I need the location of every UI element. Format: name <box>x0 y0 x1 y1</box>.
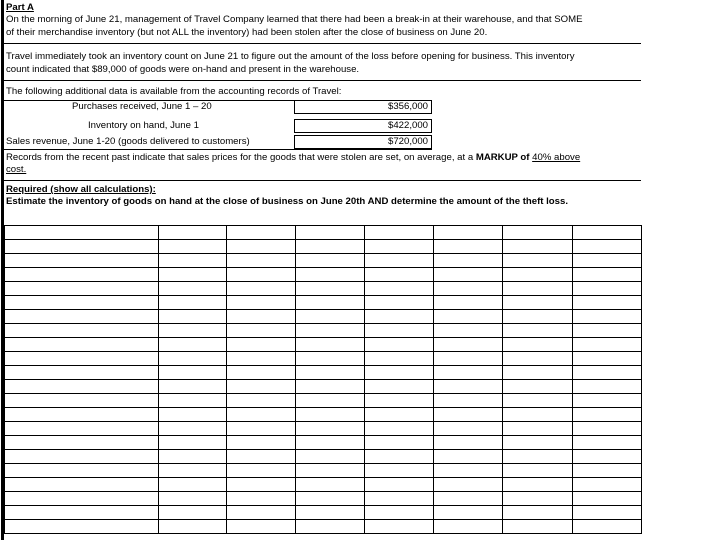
answer-cell[interactable] <box>5 506 159 520</box>
answer-cell[interactable] <box>5 268 159 282</box>
answer-cell[interactable] <box>503 422 573 436</box>
answer-cell[interactable] <box>365 338 434 352</box>
answer-cell[interactable] <box>5 408 159 422</box>
answer-cell[interactable] <box>227 380 296 394</box>
answer-cell[interactable] <box>365 296 434 310</box>
answer-cell[interactable] <box>434 450 503 464</box>
inventory-value-cell <box>294 119 432 133</box>
answer-cell[interactable] <box>159 268 227 282</box>
sales-label: Sales revenue, June 1-20 (goods delivered to customers) <box>6 136 250 147</box>
answer-cell[interactable] <box>503 464 573 478</box>
answer-cell[interactable] <box>159 352 227 366</box>
required-heading: Required (show all calculations): <box>6 184 156 195</box>
markup-text-line-2: cost. <box>6 164 27 175</box>
intro-text-line-1: On the morning of June 21, management of Travel Company learned that there had been a break-in at their warehouse, and that SOME <box>6 14 583 25</box>
answer-grid-row <box>5 240 642 254</box>
answer-cell[interactable] <box>296 436 365 450</box>
answer-cell[interactable] <box>434 478 503 492</box>
answer-cell[interactable] <box>227 296 296 310</box>
answer-cell[interactable] <box>296 422 365 436</box>
answer-cell[interactable] <box>503 450 573 464</box>
answer-cell[interactable] <box>365 240 434 254</box>
answer-cell[interactable] <box>503 492 573 506</box>
answer-cell[interactable] <box>227 268 296 282</box>
answer-cell[interactable] <box>365 324 434 338</box>
answer-cell[interactable] <box>296 380 365 394</box>
answer-cell[interactable] <box>573 366 642 380</box>
answer-cell[interactable] <box>296 226 365 240</box>
answer-cell[interactable] <box>503 338 573 352</box>
answer-cell[interactable] <box>5 352 159 366</box>
required-task: Estimate the inventory of goods on hand at the close of business on June 20th AND determine the amount of the theft loss. <box>6 196 569 207</box>
answer-cell[interactable] <box>5 296 159 310</box>
answer-cell[interactable] <box>365 226 434 240</box>
answer-cell[interactable] <box>227 520 296 534</box>
answer-cell[interactable] <box>503 254 573 268</box>
answer-cell[interactable] <box>227 324 296 338</box>
answer-cell[interactable] <box>365 492 434 506</box>
count-text-line-1: Travel immediately took an inventory count on June 21 to figure out the amount of the loss before opening for business. This inventory <box>6 51 575 62</box>
answer-cell[interactable] <box>365 366 434 380</box>
answer-cell[interactable] <box>296 464 365 478</box>
answer-cell[interactable] <box>365 254 434 268</box>
answer-cell[interactable] <box>434 324 503 338</box>
purchases-label: Purchases received, June 1 – 20 <box>72 101 212 112</box>
answer-cell[interactable] <box>296 394 365 408</box>
answer-cell[interactable] <box>227 240 296 254</box>
sales-value-cell <box>294 135 432 149</box>
answer-grid-row <box>5 492 642 506</box>
answer-cell[interactable] <box>573 464 642 478</box>
answer-cell[interactable] <box>365 268 434 282</box>
answer-cell[interactable] <box>365 422 434 436</box>
purchases-value: $356,000 <box>387 101 428 112</box>
answer-cell[interactable] <box>159 282 227 296</box>
answer-cell[interactable] <box>573 338 642 352</box>
answer-cell[interactable] <box>503 324 573 338</box>
answer-cell[interactable] <box>573 324 642 338</box>
answer-cell[interactable] <box>573 394 642 408</box>
answer-cell[interactable] <box>227 282 296 296</box>
answer-cell[interactable] <box>159 492 227 506</box>
answer-cell[interactable] <box>296 506 365 520</box>
answer-cell[interactable] <box>159 296 227 310</box>
answer-grid-row <box>5 436 642 450</box>
answer-cell[interactable] <box>573 268 642 282</box>
answer-cell[interactable] <box>296 450 365 464</box>
answer-grid-row <box>5 226 642 240</box>
answer-cell[interactable] <box>227 408 296 422</box>
answer-cell[interactable] <box>296 366 365 380</box>
answer-cell[interactable] <box>573 408 642 422</box>
answer-cell[interactable] <box>365 394 434 408</box>
answer-cell[interactable] <box>296 254 365 268</box>
divider <box>4 180 641 181</box>
answer-cell[interactable] <box>227 394 296 408</box>
answer-cell[interactable] <box>227 450 296 464</box>
answer-grid-row <box>5 450 642 464</box>
answer-cell[interactable] <box>159 506 227 520</box>
answer-cell[interactable] <box>227 226 296 240</box>
answer-cell[interactable] <box>503 380 573 394</box>
answer-cell[interactable] <box>365 352 434 366</box>
answer-cell[interactable] <box>573 226 642 240</box>
answer-cell[interactable] <box>227 254 296 268</box>
answer-cell[interactable] <box>227 492 296 506</box>
answer-cell[interactable] <box>503 366 573 380</box>
answer-grid-row <box>5 282 642 296</box>
answer-cell[interactable] <box>227 464 296 478</box>
answer-cell[interactable] <box>296 324 365 338</box>
answer-grid-row <box>5 422 642 436</box>
answer-cell[interactable] <box>296 296 365 310</box>
answer-grid-row <box>5 408 642 422</box>
answer-cell[interactable] <box>365 408 434 422</box>
answer-cell[interactable] <box>5 366 159 380</box>
answer-cell[interactable] <box>159 478 227 492</box>
answer-cell[interactable] <box>296 310 365 324</box>
answer-grid-row <box>5 352 642 366</box>
answer-cell[interactable] <box>573 436 642 450</box>
answer-cell[interactable] <box>434 240 503 254</box>
answer-cell[interactable] <box>434 436 503 450</box>
answer-cell[interactable] <box>365 478 434 492</box>
answer-cell[interactable] <box>434 422 503 436</box>
answer-cell[interactable] <box>573 450 642 464</box>
answer-cell[interactable] <box>434 352 503 366</box>
answer-grid-row <box>5 394 642 408</box>
answer-cell[interactable] <box>573 296 642 310</box>
answer-cell[interactable] <box>434 226 503 240</box>
answer-cell[interactable] <box>296 492 365 506</box>
answer-cell[interactable] <box>503 282 573 296</box>
answer-cell[interactable] <box>365 520 434 534</box>
answer-cell[interactable] <box>365 464 434 478</box>
answer-cell[interactable] <box>5 492 159 506</box>
answer-cell[interactable] <box>5 394 159 408</box>
intro-text-line-2: of their merchandise inventory (but not ALL the inventory) had been stolen after the close of business on June 20. <box>6 27 488 38</box>
answer-cell[interactable] <box>434 492 503 506</box>
answer-cell[interactable] <box>503 520 573 534</box>
answer-cell[interactable] <box>296 520 365 534</box>
answer-cell[interactable] <box>5 422 159 436</box>
answer-cell[interactable] <box>5 520 159 534</box>
inventory-label: Inventory on hand, June 1 <box>88 120 199 131</box>
answer-cell[interactable] <box>573 422 642 436</box>
answer-cell[interactable] <box>159 338 227 352</box>
answer-cell[interactable] <box>5 450 159 464</box>
answer-grid <box>4 225 642 534</box>
answer-cell[interactable] <box>5 380 159 394</box>
answer-cell[interactable] <box>296 282 365 296</box>
answer-cell[interactable] <box>159 324 227 338</box>
markup-keyword: MARKUP <box>475 152 518 163</box>
answer-cell[interactable] <box>159 520 227 534</box>
answer-cell[interactable] <box>5 324 159 338</box>
answer-cell[interactable] <box>5 240 159 254</box>
answer-grid-row <box>5 310 642 324</box>
answer-cell[interactable] <box>159 422 227 436</box>
answer-cell[interactable] <box>296 478 365 492</box>
data-table-rule <box>4 149 432 150</box>
purchases-value-cell <box>294 100 432 114</box>
answer-cell[interactable] <box>159 226 227 240</box>
answer-cell[interactable] <box>5 338 159 352</box>
answer-cell[interactable] <box>5 436 159 450</box>
part-title: Part A <box>6 2 34 13</box>
answer-cell[interactable] <box>296 268 365 282</box>
answer-cell[interactable] <box>573 352 642 366</box>
answer-grid-row <box>5 324 642 338</box>
answer-cell[interactable] <box>434 408 503 422</box>
answer-cell[interactable] <box>365 380 434 394</box>
answer-cell[interactable] <box>159 394 227 408</box>
answer-cell[interactable] <box>503 296 573 310</box>
answer-cell[interactable] <box>365 436 434 450</box>
answer-cell[interactable] <box>434 366 503 380</box>
answer-grid-row <box>5 268 642 282</box>
answer-cell[interactable] <box>365 310 434 324</box>
answer-cell[interactable] <box>5 254 159 268</box>
answer-grid-row <box>5 520 642 534</box>
answer-grid-row <box>5 506 642 520</box>
answer-cell[interactable] <box>434 268 503 282</box>
answer-cell[interactable] <box>227 422 296 436</box>
answer-cell[interactable] <box>159 240 227 254</box>
answer-cell[interactable] <box>159 366 227 380</box>
answer-grid-row <box>5 366 642 380</box>
answer-grid-row <box>5 380 642 394</box>
answer-cell[interactable] <box>434 464 503 478</box>
answer-cell[interactable] <box>503 394 573 408</box>
answer-cell[interactable] <box>5 464 159 478</box>
answer-cell[interactable] <box>434 282 503 296</box>
answer-cell[interactable] <box>159 380 227 394</box>
answer-cell[interactable] <box>365 282 434 296</box>
answer-cell[interactable] <box>5 310 159 324</box>
markup-text-line-1 <box>6 152 580 164</box>
answer-cell[interactable] <box>434 506 503 520</box>
answer-cell[interactable] <box>503 240 573 254</box>
divider <box>4 43 641 44</box>
answer-cell[interactable] <box>5 478 159 492</box>
answer-cell[interactable] <box>503 352 573 366</box>
answer-grid-row <box>5 338 642 352</box>
answer-cell[interactable] <box>227 338 296 352</box>
divider <box>4 80 641 81</box>
answer-grid-row <box>5 464 642 478</box>
answer-cell[interactable] <box>434 520 503 534</box>
answer-cell[interactable] <box>159 254 227 268</box>
answer-cell[interactable] <box>503 436 573 450</box>
answer-cell[interactable] <box>434 254 503 268</box>
answer-cell[interactable] <box>573 520 642 534</box>
sales-value: $720,000 <box>387 136 428 147</box>
answer-cell[interactable] <box>503 268 573 282</box>
answer-cell[interactable] <box>227 506 296 520</box>
inventory-value: $422,000 <box>387 120 428 131</box>
answer-cell[interactable] <box>5 282 159 296</box>
answer-cell[interactable] <box>227 310 296 324</box>
answer-cell[interactable] <box>573 254 642 268</box>
answer-cell[interactable] <box>503 478 573 492</box>
answer-cell[interactable] <box>365 450 434 464</box>
answer-cell[interactable] <box>227 478 296 492</box>
answer-cell[interactable] <box>434 296 503 310</box>
answer-grid-row <box>5 254 642 268</box>
answer-cell[interactable] <box>434 380 503 394</box>
answer-cell[interactable] <box>434 394 503 408</box>
answer-cell[interactable] <box>227 352 296 366</box>
answer-cell[interactable] <box>159 310 227 324</box>
answer-cell[interactable] <box>296 408 365 422</box>
answer-cell[interactable] <box>296 352 365 366</box>
answer-cell[interactable] <box>503 506 573 520</box>
answer-cell[interactable] <box>296 240 365 254</box>
markup-of: of <box>517 152 533 163</box>
additional-data-heading: The following additional data is available from the accounting records of Travel: <box>6 86 342 97</box>
answer-cell[interactable] <box>503 310 573 324</box>
count-text-line-2: count indicated that $89,000 of goods were on-hand and present in the warehouse. <box>6 64 360 75</box>
answer-cell[interactable] <box>573 492 642 506</box>
answer-grid-row <box>5 296 642 310</box>
answer-cell[interactable] <box>573 506 642 520</box>
answer-cell[interactable] <box>434 338 503 352</box>
answer-grid-row <box>5 478 642 492</box>
answer-cell[interactable] <box>296 338 365 352</box>
answer-cell[interactable] <box>159 436 227 450</box>
answer-cell[interactable] <box>365 506 434 520</box>
answer-cell[interactable] <box>159 464 227 478</box>
answer-cell[interactable] <box>227 366 296 380</box>
answer-cell[interactable] <box>159 450 227 464</box>
answer-cell[interactable] <box>227 436 296 450</box>
answer-cell[interactable] <box>434 310 503 324</box>
answer-cell[interactable] <box>573 380 642 394</box>
answer-cell[interactable] <box>5 226 159 240</box>
markup-text-a: Records from the recent past indicate that sales prices for the goods that were stolen are set, on average, at a <box>6 152 476 163</box>
answer-cell[interactable] <box>503 408 573 422</box>
answer-cell[interactable] <box>573 478 642 492</box>
answer-cell[interactable] <box>573 240 642 254</box>
answer-cell[interactable] <box>573 282 642 296</box>
answer-cell[interactable] <box>503 226 573 240</box>
answer-cell[interactable] <box>573 310 642 324</box>
answer-cell[interactable] <box>159 408 227 422</box>
markup-rate: 40% above <box>532 152 581 163</box>
